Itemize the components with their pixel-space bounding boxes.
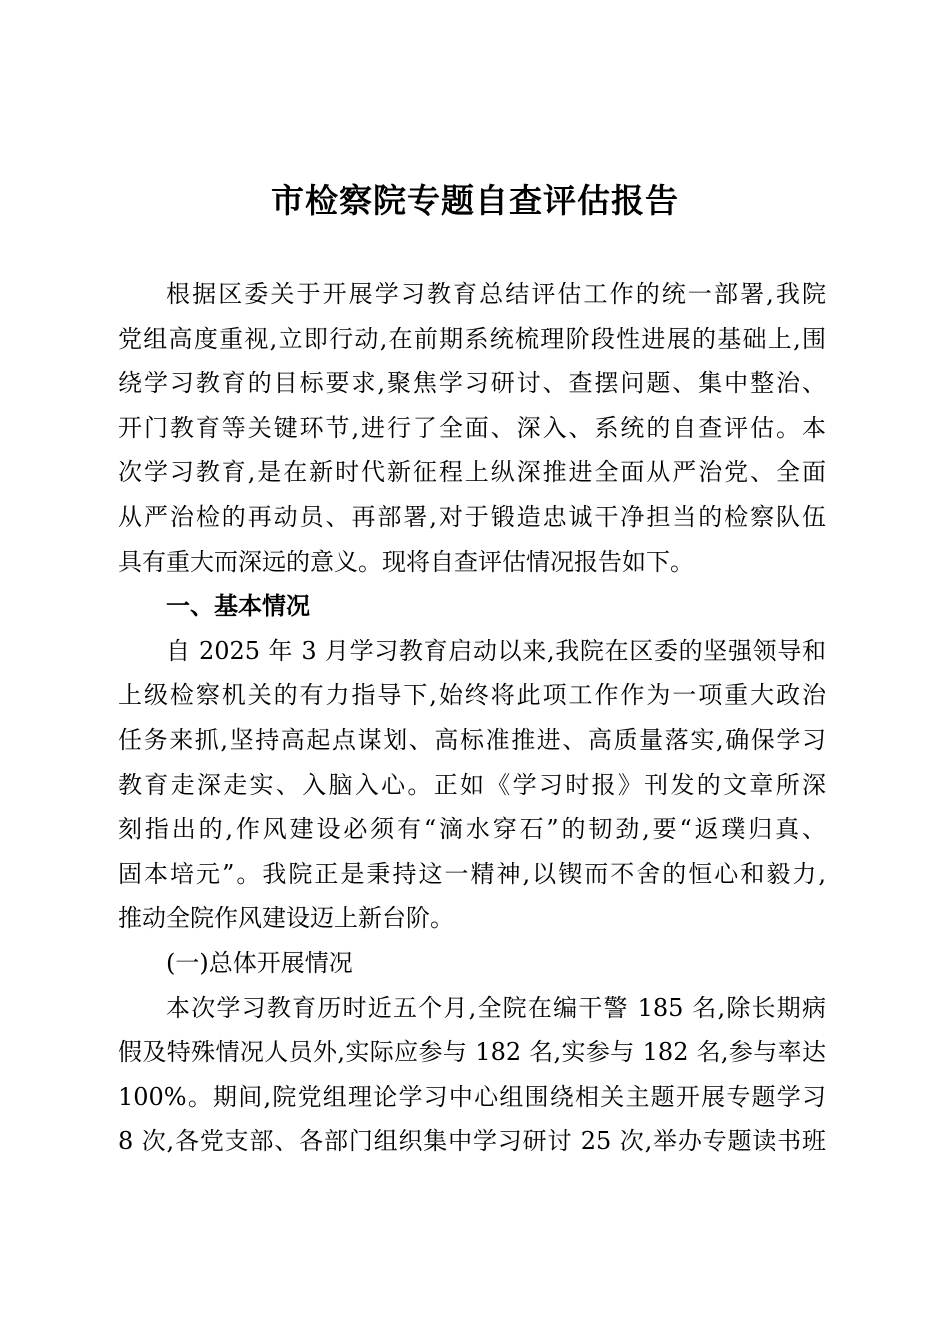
text-line: 本次学习教育历时近五个月,全院在编干警 185 名,除长期病: [166, 993, 826, 1022]
text-line: 绕学习教育的目标要求,聚焦学习研讨、查摆问题、集中整治、: [118, 369, 826, 398]
text-line: 假及特殊情况人员外,实际应参与 182 名,实参与 182 名,参与率达: [118, 1038, 826, 1067]
text-line: 刻指出的,作风建设必须有“滴水穿石”的韧劲,要“返璞归真、: [118, 815, 826, 844]
text-line: 党组高度重视,立即行动,在前期系统梳理阶段性进展的基础上,围: [118, 324, 826, 353]
text-line: 次学习教育,是在新时代新征程上纵深推进全面从严治党、全面: [118, 458, 826, 487]
text-line: 推动全院作风建设迈上新台阶。: [118, 904, 454, 933]
text-line: 自 2025 年 3 月学习教育启动以来,我院在区委的坚强领导和: [166, 636, 826, 665]
text-line: 100%。期间,院党组理论学习中心组围绕相关主题开展专题学习: [118, 1082, 826, 1111]
text-line: 上级检察机关的有力指导下,始终将此项工作作为一项重大政治: [118, 681, 826, 710]
text-line: 开门教育等关键环节,进行了全面、深入、系统的自查评估。本: [118, 413, 826, 442]
document-body: [118, 272, 826, 1164]
text-line: 教育走深走实、入脑入心。正如《学习时报》刊发的文章所深: [118, 770, 826, 799]
section-heading: 一、基本情况: [166, 591, 310, 621]
document-title: 市检察院专题自查评估报告: [271, 181, 679, 220]
text-line: 从严治检的再动员、再部署,对于锻造忠诚干净担当的检察队伍: [118, 502, 826, 531]
text-line: 固本培元”。我院正是秉持这一精神,以锲而不舍的恒心和毅力,: [118, 859, 826, 888]
text-line: 任务来抓,坚持高起点谋划、高标准推进、高质量落实,确保学习: [118, 725, 826, 754]
text-line: 根据区委关于开展学习教育总结评估工作的统一部署,我院: [166, 280, 826, 308]
text-line: (一)总体开展情况: [166, 948, 353, 977]
text-line: 8 次,各党支部、各部门组织集中学习研讨 25 次,举办专题读书班: [118, 1127, 826, 1156]
text-line: 具有重大而深远的意义。现将自查评估情况报告如下。: [118, 547, 694, 576]
